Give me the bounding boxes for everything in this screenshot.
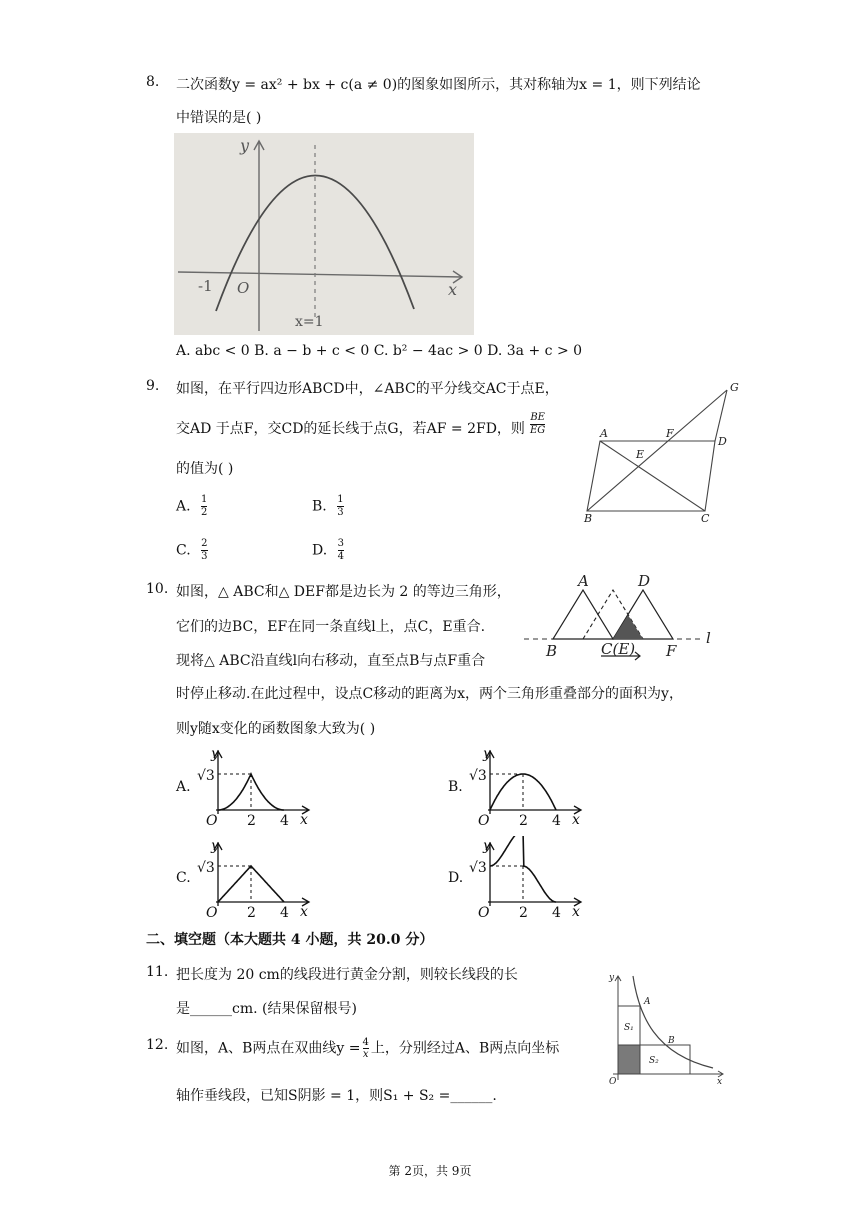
q10-option-a-label: A. [176,779,191,795]
graph-tick-4: 4 [552,813,561,826]
q10-option-c-label: C. [176,870,191,886]
q9-option-c-den: 3 [201,551,208,562]
q10-label-ce: C(E) [601,640,636,658]
q8-y-label: y [240,136,250,155]
q9-label-b: B [584,512,593,523]
q10-stem-line4: 时停止移动.在此过程中，设点C移动的距离为x，两个三角形重叠部分的面积为y， [176,686,683,702]
q9-label-a: A [600,427,608,440]
q10-graph-d [468,836,592,918]
q10-number: 10. [146,581,169,597]
q9-parallelogram-figure [575,378,745,523]
q9-stem-line3: 的值为( ) [176,461,234,477]
graph-tick-2: 2 [519,905,528,918]
graph-tick-2: 2 [519,813,528,826]
q12-hyperbola [633,976,713,1068]
graph-x-label: x [300,812,308,826]
section-fill-in-title: 二、填空题（本大题共 4 小题，共 20.0 分） [146,932,434,948]
q12-fraction-num: 4 [362,1037,369,1048]
q12-y-label: y [609,973,615,983]
q9-label-c: C [701,512,710,523]
q12-label-a: A [644,997,651,1007]
q11-stem-line1: 把长度为 20 cm的线段进行黄金分割，则较长线段的长 [176,967,518,983]
q9-option-c [176,538,208,563]
q9-option-d-label: D. [312,542,328,559]
q9-option-a-label: A. [176,498,191,515]
q12-origin-label: O [609,1077,617,1087]
q10-triangles-figure [522,572,722,662]
q9-fraction-denominator: EG [530,425,546,436]
graph-x-label: x [572,812,580,826]
q8-origin-label: O [237,279,250,297]
q12-label-s2: S₂ [649,1056,659,1066]
q8-parabola-figure [174,133,474,335]
graph-tick-4: 4 [280,813,289,826]
q9-stem-line1: 如图，在平行四边形ABCD中，∠ABC的平分线交AC于点E， [176,381,559,397]
q9-fraction-numerator: BE [530,412,545,423]
q8-stem-line1: 二次函数y = ax² + bx + c(a ≠ 0)的图象如图所示，其对称轴为x = 1，则下列结论 [176,77,701,93]
graph-sqrt3-label: √3 [197,768,215,784]
page-footer: 第 2页，共 9页 [388,1164,472,1178]
graph-origin-label: O [478,813,490,826]
q10-label-d: D [638,572,651,590]
q9-option-a [176,494,207,519]
q10-stem-line1: 如图，△ ABC和△ DEF都是边长为 2 的等边三角形， [176,584,511,600]
graph-x-label: x [572,904,580,918]
q8-axis-label: x=1 [295,314,324,330]
q9-diagonal-ac [600,441,705,511]
q10-stem-line3: 现将△ ABC沿直线l向右移动，直至点B与点F重合 [176,653,486,669]
q9-option-b-den: 3 [337,507,344,518]
graph-sqrt3-label: √3 [469,768,487,784]
graph-origin-label: O [478,905,490,918]
graph-x-label: x [300,904,308,918]
q9-option-b [312,494,344,519]
q8-neg1-label: -1 [198,277,213,295]
q9-option-d-den: 4 [337,551,345,562]
graph-y-label: y [483,746,491,762]
q12-label-b: B [668,1036,675,1046]
q10-graph-b [468,744,592,826]
q9-label-f: F [666,427,674,440]
graph-sqrt3-label: √3 [197,860,215,876]
q10-label-b: B [546,642,558,660]
q12-number: 12. [146,1037,169,1053]
q12-shaded-region [618,1045,640,1074]
q9-option-d [312,538,344,563]
graph-sqrt3-label: √3 [469,860,487,876]
q9-option-b-num: 1 [337,494,344,505]
q10-label-f: F [666,642,677,660]
q12-x-label: x [717,1077,723,1087]
q10-stem-line5: 则y随x变化的函数图象大致为( ) [176,721,376,737]
q8-options: A. abc < 0 B. a − b + c < 0 C. b² − 4ac > 0 D. 3a + c > 0 [176,343,583,359]
q9-option-c-label: C. [176,542,191,559]
graph-y-label: y [211,838,219,854]
graph-origin-label: O [206,905,218,918]
q9-parallelogram [587,441,715,511]
graph-y-label: y [211,746,219,762]
graph-tick-4: 4 [552,905,561,918]
q10-option-b-label: B. [448,779,463,795]
q9-stem-line2: 交AD 于点F，交CD的延长线于点G，若AF = 2FD，则 [176,421,525,437]
q10-graph-c [196,836,320,918]
q9-number: 9. [146,378,160,394]
q9-bisector-bg [587,390,727,511]
graph-tick-2: 2 [247,813,256,826]
q9-label-e: E [636,448,645,461]
q9-ratio-fraction [530,412,545,437]
q9-option-a-num: 1 [201,494,208,505]
q12-stem-line1b: 上，分别经过A、B两点向坐标 [370,1040,560,1057]
q9-cd-extension [715,390,727,441]
q8-x-label: x [448,280,458,299]
q9-label-g: G [730,381,739,394]
q10-graph-a [196,744,320,826]
q12-stem-line1 [176,1037,559,1060]
graph-tick-4: 4 [280,905,289,918]
q9-option-d-num: 3 [337,538,345,549]
q9-option-c-num: 2 [201,538,208,549]
q12-stem-line1a: 如图，A、B两点在双曲线y = [176,1040,361,1057]
graph-origin-label: O [206,813,218,826]
q12-stem-line2: 轴作垂线段，已知S阴影 = 1，则S₁ + S₂ =______. [176,1088,497,1104]
q9-option-a-den: 2 [201,507,208,518]
q10-label-a: A [578,572,589,590]
q11-number: 11. [146,964,169,980]
q10-option-d-label: D. [448,870,464,886]
q8-stem-line2: 中错误的是( ) [176,110,262,126]
q11-stem-line2: 是______cm. (结果保留根号) [176,1001,357,1017]
q10-label-l: l [706,629,711,647]
q10-overlap-shading [613,615,643,639]
q12-fraction-den: x [362,1049,369,1060]
q12-label-s1: S₁ [624,1023,634,1033]
q10-stem-line2: 它们的边BC，EF在同一条直线l上，点C，E重合. [176,619,486,635]
graph-tick-2: 2 [247,905,256,918]
q10-triangle-abc [553,590,613,639]
q9-label-d: D [718,435,727,448]
q12-hyperbola-figure [595,968,730,1090]
q8-number: 8. [146,74,160,90]
graph-y-label: y [483,838,491,854]
q9-option-b-label: B. [312,498,327,515]
